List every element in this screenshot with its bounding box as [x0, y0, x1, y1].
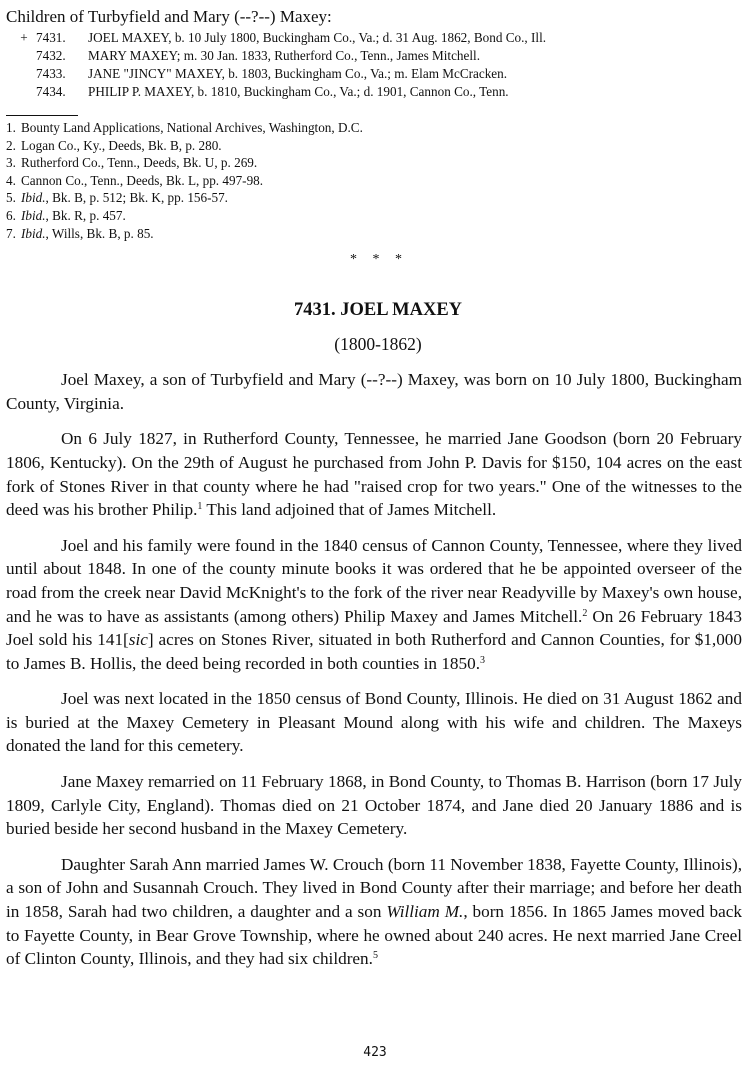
document-page: [6, 6, 742, 983]
footnote-ref: 3: [480, 654, 485, 666]
paragraph: [6, 853, 742, 971]
child-number: 7432.: [36, 48, 66, 63]
footnote: [6, 119, 742, 137]
footnote-text: Cannon Co., Tenn., Deeds, Bk. L, pp. 497-98.: [21, 172, 264, 188]
child-text: MARY MAXEY; m. 30 Jan. 1833, Rutherford Co., Tenn., James Mitchell.: [88, 48, 480, 63]
footnote-text: , Wills, Bk. B, p. 85.: [45, 225, 154, 241]
paragraph-text: On 6 July 1827, in Rutherford County, Tennessee, he married Jane Goodson (born 20 February 1806, Kentucky). On the 29th of August he purchased from John P. Davis for $150, 104 acres on the east fork of Stones River in that county where he had "raised crop for two years." One of the witnesses to the deed was his brother Philip.: [6, 429, 742, 520]
paragraph: [6, 427, 742, 521]
footnote-number: 7.: [6, 225, 16, 241]
child-entry: [6, 29, 742, 47]
page-number: 423: [363, 1045, 387, 1060]
person-name-italic: William M.: [386, 902, 464, 922]
paragraph-text: Daughter Sarah Ann married James W. Crouch (born 11 November 1838, Fayette County, Illinois), a son of John and Susannah Crouch. They lived in Bond County after their marriage; and before her death in 1858, Sarah had two children, a daughter and a son: [6, 854, 742, 922]
child-number: 7434.: [36, 84, 66, 99]
footnote: [6, 225, 742, 243]
footnote-number: 3.: [6, 155, 16, 171]
paragraph: [6, 534, 742, 676]
footnote-ibid: Ibid.: [21, 225, 46, 241]
footnote-ref: 1: [197, 501, 203, 513]
section-years: (1800-1862): [334, 334, 422, 355]
footnote-ibid: Ibid.: [21, 207, 46, 223]
footnote-text: Bounty Land Applications, National Archives, Washington, D.C.: [21, 120, 363, 135]
footnote-text: Logan Co., Ky., Deeds, Bk. B, p. 280.: [21, 137, 222, 153]
footnote-number: 6.: [6, 207, 16, 223]
child-marker: +: [20, 30, 28, 45]
child-text: JOEL MAXEY, b. 10 July 1800, Buckingham Co., Va.; d. 31 Aug. 1862, Bond Co., Ill.: [88, 30, 547, 45]
footnote-text: , Bk. B, p. 512; Bk. K, pp. 156-57.: [45, 190, 228, 206]
child-entry: [6, 47, 742, 65]
section-separator: * * *: [350, 252, 408, 268]
footnote: [6, 189, 742, 207]
child-entry: [6, 83, 742, 101]
footnotes: [6, 119, 742, 242]
paragraph-text: On 26 February 1843 Joel sold his 141[: [6, 606, 742, 650]
section-title: 7431. JOEL MAXEY: [293, 300, 463, 321]
paragraph-text: ] acres on Stones River, situated in both Rutherford and Cannon Counties, for $1,000 to James B. Hollis, the deed being recorded in both counties in 1850.: [6, 630, 742, 673]
paragraph: Jane Maxey remarried on 11 February 1868, in Bond County, to Thomas B. Harrison (born 17 July 1809, Carlyle City, England). Thomas died on 21 October 1874, and Jane died 20 January 1886 and is buried beside her second husband in the Maxey Cemetery.: [6, 772, 742, 839]
footnote-ref: 5: [372, 950, 378, 962]
footnote: [6, 154, 742, 172]
children-heading: Children of Turbyfield and Mary (--?--) Maxey:: [6, 7, 332, 26]
paragraph-text: This land adjoined that of James Mitchell.: [202, 500, 497, 520]
children-list: [6, 29, 742, 101]
footnote-number: 1.: [6, 120, 16, 135]
paragraph-text: , born 1856. In 1865 James moved back to Fayette County, in Bear Grove Township, where he owned about 240 acres. He next married Jane Creel of Clinton County, Illinois, and they had six children.: [6, 902, 742, 969]
footnote: [6, 172, 742, 190]
child-text: JANE "JINCY" MAXEY, b. 1803, Buckingham Co., Va.; m. Elam McCracken.: [88, 66, 508, 81]
paragraph-text: Joel and his family were found in the 1840 census of Cannon County, Tennessee, where they lived until about 1848. In one of the county minute books it was ordered that he be appointed overseer of the road from the creek near David McKnight's to the fork of the river near Readyville by Maxey's own house, and he was to have as assistants (among others) Philip Maxey and James Mitchell.: [6, 535, 742, 626]
footnote-text: Rutherford Co., Tenn., Deeds, Bk. U, p. 269.: [21, 155, 258, 171]
footnote-ibid: Ibid.: [21, 190, 46, 206]
footnote-number: 4.: [6, 172, 16, 188]
footnote-divider: [6, 115, 78, 116]
footnote: [6, 137, 742, 155]
footnote-text: , Bk. R, p. 457.: [45, 207, 126, 223]
paragraph: Joel was next located in the 1850 census of Bond County, Illinois. He died on 31 August 1862 and is buried at the Maxey Cemetery in Pleasant Mound along with his wife and children. The Maxeys donated the land for this cemetery.: [6, 689, 742, 756]
footnote-number: 2.: [6, 137, 16, 153]
child-number: 7431.: [36, 30, 66, 45]
child-text: PHILIP P. MAXEY, b. 1810, Buckingham Co., Va.; d. 1901, Cannon Co., Tenn.: [88, 84, 509, 99]
child-number: 7433.: [36, 66, 66, 81]
sic-italic: sic: [128, 630, 148, 650]
paragraph: Joel Maxey, a son of Turbyfield and Mary (--?--) Maxey, was born on 10 July 1800, Buckingham County, Virginia.: [6, 370, 742, 413]
child-entry: [6, 65, 742, 83]
footnote-number: 5.: [6, 190, 16, 206]
body-text: [6, 368, 742, 971]
footnote-ref: 2: [582, 607, 588, 619]
footnote: [6, 207, 742, 225]
